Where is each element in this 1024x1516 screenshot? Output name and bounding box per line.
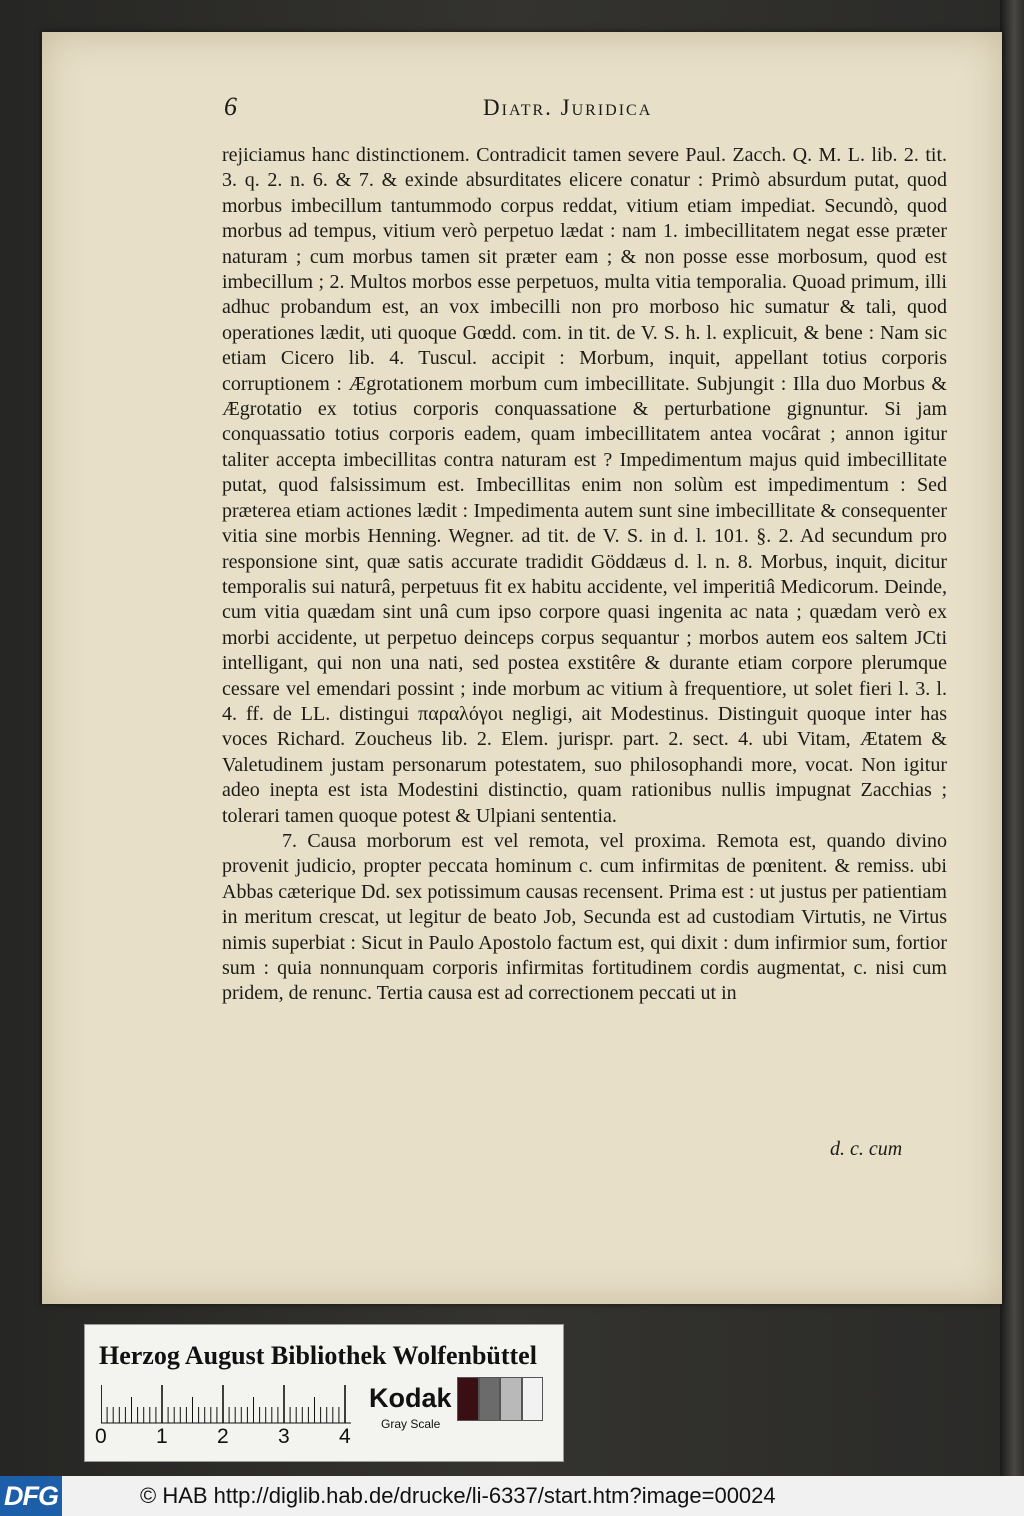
ruler-number: 4 bbox=[339, 1425, 351, 1448]
ruler-number: 1 bbox=[156, 1425, 168, 1448]
library-color-card bbox=[84, 1324, 564, 1462]
copyright-text: © HAB http://diglib.hab.de/drucke/li-6337/start.htm?image=00024 bbox=[140, 1483, 776, 1508]
paragraph-2: 7. Causa morborum est vel remota, vel proxima. Remota est, quando divino provenit judicio, propter peccata hominum c. cum infirmitas de pœnitent. & remiss. ubi Abbas cæterique Dd. sex potissimum causas recensent. Prima est : ut justus per patientiam in meritum crescat, ut legitur de beato Job, Secunda est ad custodiam Virtutis, ne Virtus nimis superbiat : Sicut in Paulo Apostolo factum est, qui dixit : dum infirmior sum, fortior sum : quia nonnunquam corporis infirmitas fortitudinem cordis augmentat, c. nisi cum pridem, de renunc. Tertia causa est ad correctionem peccati ut in bbox=[222, 829, 947, 1005]
dfg-logo: DFG bbox=[0, 1476, 62, 1516]
footer-bar bbox=[0, 1476, 1024, 1516]
page-body bbox=[222, 143, 947, 1007]
swatch bbox=[500, 1377, 522, 1421]
ruler-number: 2 bbox=[217, 1425, 229, 1448]
running-head: Diatr. Juridica bbox=[483, 95, 653, 120]
ruler-number: 3 bbox=[278, 1425, 290, 1448]
ruler-scale bbox=[101, 1385, 351, 1425]
swatch bbox=[479, 1377, 501, 1421]
paragraph-1: rejiciamus hanc distinctionem. Contradicit tamen severe Paul. Zacch. Q. M. L. lib. 2. tit. 3. q. 2. n. 6. & 7. & exinde absurditates elicere conatur : Primò absurdum putat, quod morbus imbecillum tantummodo corpus reddat, vitium etiam impediat. Secundò, quod morbus ad tempus, vitium verò perpetuo lædat : nam 1. imbecillitatem negat esse præter naturam ; cum morbus tamen sit præter eam ; & non posse esse morbosum, quod est imbecillum ; 2. Multos morbos esse perpetuos, multa vitia temporalia. Quoad primum, illi adhuc probandum est, an vox imbecilli non pro morboso hic sumatur & tali, quod operationes lædit, uti quoque Gœdd. com. in tit. de V. S. h. l. explicuit, & bene : Nam sic etiam Cicero lib. 4. Tuscul. accipit : Morbum, inquit, appellant totius corporis corruptionem : Ægrotationem morbum cum imbecillitate. Subjungit : Illa duo Morbus & Ægrotatio ex totius corporis conquassatione & perturbatione gignuntur. Si jam conquassatio totius corporis eadem, quam imbecillitatem antea vocârat ; annon igitur taliter accepta imbecillitas contra naturam est ? Impedimentum majus quid imbecillitate putat, quod falsissimum est. Imbecillitas enim non solùm est impedimentum : Sed præterea etiam actiones lædit : Impedimenta autem sunt sine imbecillitate & consequenter vitia sine morbis Henning. Wegner. ad tit. de V. S. in d. l. 101. §. 2. Ad secundum pro responsione sint, quæ satis accurate tradidit Göddæus d. l. n. 8. Morbus, inquit, dicitur temporalis sui naturâ, perpetuus fit ex habitu accidente, vel imperitiâ Medicorum. Deinde, cum vitia quædam sint unâ cum ipso corpore quasi ingenita ac nata ; quædam verò ex morbi accidente, ut perpetuo deinceps corpus sequantur ; morbos autem eos saltem JCti intelligant, qui non una nati, sed postea exstitêre & durante etiam corpore plerumque cessare vel emendari possint ; inde morbum ac vitium à frequentiore, ut solet fieri l. 3. l. 4. ff. de LL. distingui παραλόγοι negligi, ait Modestinus. Distinguit quoque inter has voces Richard. Zoucheus lib. 2. Elem. jurispr. part. 2. sect. 4. ubi Vitam, Ætatem & Valetudinem justam personarum potestatem, suo philosophandi more, vocat. Non igitur adeo inepta est ista Modestini distinctio, quam rationibus nullis impugnat Zacchias ; tolerari tamen quoque potest & Ulpiani sententia. bbox=[222, 144, 947, 827]
ruler-numbers bbox=[95, 1425, 365, 1455]
kodak-logo: Kodak bbox=[369, 1383, 452, 1413]
ruler-number: 0 bbox=[95, 1425, 107, 1448]
grayscale-label: Gray Scale bbox=[381, 1417, 441, 1431]
catchword: d. c. cum bbox=[830, 1138, 903, 1160]
page-number: 6 bbox=[224, 92, 237, 121]
library-name: Herzog August Bibliothek Wolfenbüttel bbox=[99, 1341, 537, 1370]
gray-swatches bbox=[457, 1377, 543, 1421]
swatch bbox=[457, 1377, 479, 1421]
book-edge bbox=[1000, 0, 1024, 1476]
swatch bbox=[522, 1377, 544, 1421]
